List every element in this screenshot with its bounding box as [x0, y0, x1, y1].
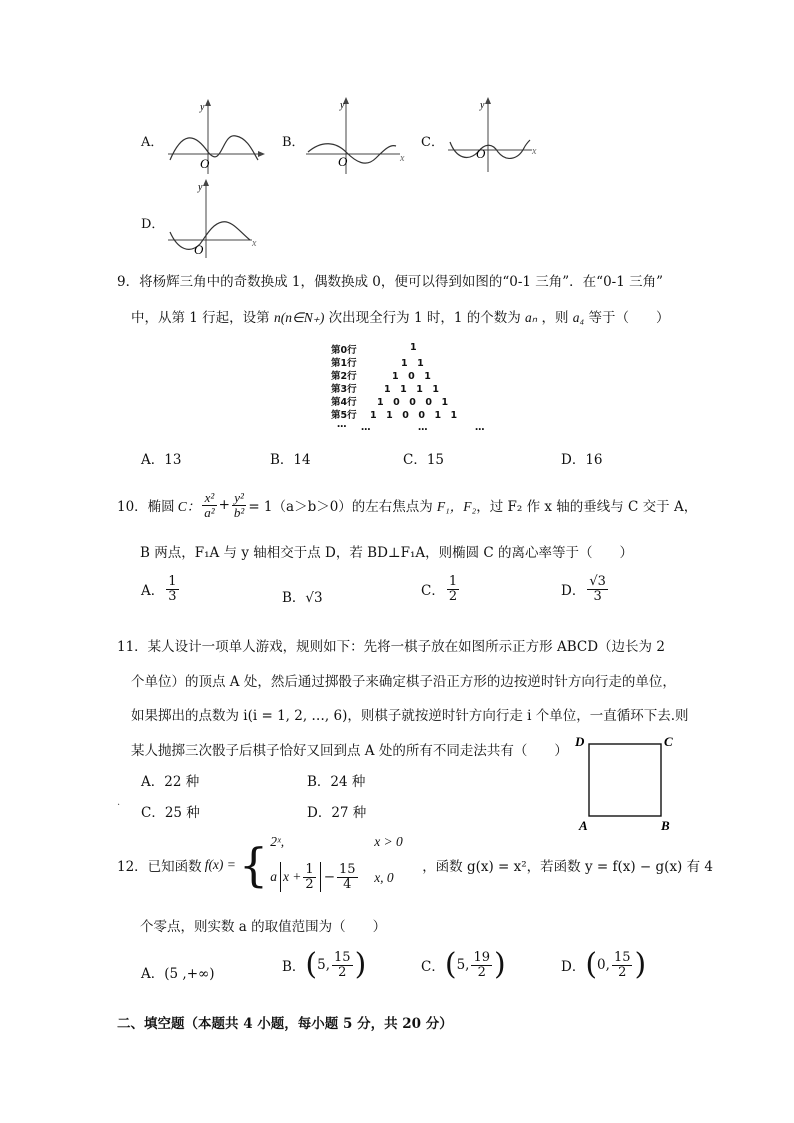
plus-sign: + — [218, 497, 230, 513]
q9-line2-a4: a₄ — [572, 310, 585, 325]
q11-choice-d[interactable]: D．27 种 — [307, 805, 367, 821]
numerator: 1 — [305, 861, 314, 877]
vertex-c-label: C — [664, 734, 673, 749]
x-axis-label: x — [252, 238, 257, 249]
q9-choice-c[interactable]: C．15 — [403, 452, 445, 468]
triangle-row-label: 第4行 — [331, 397, 357, 408]
q9-line2-c: ，则 — [541, 310, 569, 326]
q10-rest2: ，过 F₂ 作 x 轴的垂线与 C 交于 A， — [476, 499, 698, 515]
y-axis-label: y — [200, 102, 205, 113]
choice-label: D． — [561, 583, 586, 600]
q9-choice-a[interactable]: A．13 — [141, 452, 182, 468]
q12-choice-d[interactable] — [561, 947, 647, 982]
open-paren: ( — [305, 947, 318, 982]
graph-option-c — [446, 96, 546, 176]
q10-line1 — [117, 483, 697, 527]
open-paren: ( — [585, 947, 598, 982]
x-axis-label: x — [532, 146, 537, 157]
q11-line3: 如果掷出的点数为 i(i = 1, 2, …, 6)，则棋子就按逆时针方向行走 i 个单位，一直循环下去.则 — [131, 708, 689, 724]
triangle-row-label: 第0行 — [331, 345, 357, 356]
q12-choice-a[interactable] — [141, 962, 215, 982]
triangle-row-values: 1 1 — [401, 358, 424, 369]
denominator: a² — [204, 504, 215, 520]
triangle-row-values: 1 1 1 1 — [384, 384, 439, 395]
fraction — [471, 951, 492, 979]
option-d-label: D． — [141, 217, 165, 232]
y-axis-label: y — [340, 100, 345, 111]
q10-choice-a[interactable] — [141, 575, 181, 603]
q9-choice-d[interactable]: D．16 — [561, 452, 603, 468]
interval-left: 5, — [456, 957, 470, 973]
choice-value: √3 — [305, 590, 323, 606]
q12-choice-c[interactable] — [421, 947, 506, 982]
triangle-row-label: … — [337, 419, 347, 430]
q9-line1: 9．将杨辉三角中的奇数换成 1，偶数换成 0，便可以得到如图的“0-1 三角”．在“0-1 三角” — [117, 274, 664, 290]
origin-label: O — [338, 154, 348, 169]
fraction — [612, 951, 633, 979]
q12-line2: 个零点，则实数 a 的取值范围为（ ） — [140, 919, 387, 935]
x-axis-label: x — [400, 153, 405, 164]
fraction-x2-a2 — [202, 491, 216, 519]
y-axis-label: y — [198, 182, 203, 193]
square-abcd — [589, 744, 661, 816]
q10-rest1: = 1（a＞b＞0）的左右焦点为 — [248, 499, 433, 515]
curve — [170, 222, 250, 250]
numerator: 19 — [473, 949, 490, 965]
denominator: 3 — [593, 588, 602, 604]
curve — [308, 144, 396, 163]
vertex-a-label: A — [579, 818, 588, 833]
q10-prefix: 10．椭圆 — [117, 499, 175, 515]
x-axis-arrow-icon — [258, 151, 265, 157]
fraction — [447, 575, 459, 603]
interval-left: 0, — [597, 957, 610, 973]
square-abcd-figure — [570, 730, 680, 836]
curve — [450, 140, 530, 158]
triangle-row-label: 第3行 — [331, 384, 357, 395]
denominator: 2 — [305, 876, 314, 892]
q10-line2: B 两点，F₁A 与 y 轴相交于点 D，若 BD⊥F₁A，则椭圆 C 的离心率等于（ ） — [140, 545, 634, 561]
absolute-value — [280, 862, 321, 892]
q10-foci: F₁，F₂ — [436, 499, 477, 514]
choice-label: A． — [141, 966, 165, 982]
graph-option-a — [166, 98, 266, 178]
q12-mid: ，函数 g(x) = x²，若函数 y = f(x) − g(x) 有 4 — [422, 859, 713, 875]
curve — [170, 136, 258, 160]
q11-choice-c[interactable]: C．25 种 — [141, 805, 200, 821]
triangle-row-values: 1 1 0 0 1 1 — [370, 410, 458, 421]
y-axis-label: y — [480, 100, 485, 111]
open-paren: ( — [444, 947, 457, 982]
vertex-b-label: B — [661, 818, 670, 833]
q10-choice-c[interactable] — [421, 575, 461, 603]
case2-expr — [270, 862, 359, 892]
numerator: 15 — [613, 949, 631, 965]
brace-icon: { — [238, 838, 269, 892]
denominator: 2 — [618, 964, 627, 980]
triangle-row-values: … … … — [361, 422, 485, 433]
q9-line2-math: n(n∈N₊) — [273, 310, 325, 325]
choice-value: (5 ,+∞) — [164, 966, 215, 982]
q9-line2 — [131, 306, 670, 326]
option-c-label: C． — [421, 135, 444, 150]
abs-inner: x + — [282, 869, 302, 884]
stray-dot: · — [117, 800, 121, 811]
piecewise-cases — [268, 832, 418, 898]
q9-line2-a: 中，从第 1 行起，设第 — [131, 310, 270, 326]
q12-fx: f(x) = — [204, 857, 236, 872]
q12-choice-b[interactable] — [282, 947, 367, 982]
numerator: 1 — [448, 574, 458, 589]
triangle-row-values: 1 0 0 0 1 — [377, 397, 449, 408]
y-axis-arrow-icon — [203, 179, 209, 186]
q12-prefix: 12．已知函数 — [117, 859, 202, 875]
q9-choice-b[interactable]: B．14 — [270, 452, 311, 468]
close-paren: ) — [494, 947, 506, 982]
triangle-row-label: 第1行 — [331, 358, 357, 369]
graph-option-b — [304, 96, 414, 176]
q10-choice-d[interactable] — [561, 575, 610, 603]
q11-choice-a[interactable]: A．22 种 — [141, 774, 200, 790]
choice-label: D． — [561, 959, 586, 975]
choice-label: C． — [421, 583, 445, 600]
option-b-label: B． — [282, 135, 305, 150]
fraction — [587, 575, 608, 603]
y-axis-arrow-icon — [205, 99, 211, 106]
origin-label: O — [200, 156, 210, 171]
denominator: 4 — [343, 876, 352, 892]
choice-label: B． — [282, 590, 306, 606]
q9-line2-d: 等于（ ） — [588, 310, 670, 326]
denominator: 3 — [168, 588, 177, 604]
coefficient-a: a — [270, 869, 277, 884]
choice-label: C． — [421, 959, 445, 975]
choice-label: A． — [141, 583, 165, 600]
close-paren: ) — [634, 947, 647, 982]
denominator: 2 — [477, 964, 486, 980]
q10-choice-b[interactable] — [282, 586, 323, 606]
case2-condition: x, 0 — [374, 870, 394, 885]
denominator: b² — [233, 504, 245, 520]
close-paren: ) — [354, 947, 367, 982]
numerator: √3 — [589, 574, 606, 589]
denominator: 2 — [338, 964, 347, 980]
graph-option-d — [166, 178, 266, 260]
minus-sign: − — [323, 869, 336, 885]
fraction — [337, 863, 358, 891]
case1-condition: x > 0 — [374, 834, 403, 849]
q11-line4: 某人抛掷三次骰子后棋子恰好又回到点 A 处的所有不同走法共有（ ） — [131, 743, 568, 759]
interval-left: 5, — [317, 957, 331, 973]
fraction — [303, 863, 315, 891]
fraction — [166, 575, 178, 603]
triangle-row-values: 1 — [410, 342, 417, 353]
q9-line2-b: 次出现全行为 1 时，1 的个数为 — [328, 310, 521, 326]
origin-label: O — [476, 146, 486, 161]
numerator: 15 — [334, 949, 351, 965]
denominator: 2 — [448, 588, 458, 604]
triangle-row-label: 第5行 — [331, 410, 357, 421]
numerator: y² — [232, 491, 246, 506]
section2-title: 二、填空题（本题共 4 小题，每小题 5 分，共 20 分） — [117, 1016, 453, 1032]
q10-c: C： — [177, 499, 201, 514]
q11-line1: 11．某人设计一项单人游戏，规则如下：先将一棋子放在如图所示正方形 ABCD（边长为 2 — [117, 639, 665, 655]
option-a-label: A． — [141, 135, 164, 150]
case1-expr: 2ˣ, — [270, 834, 285, 849]
triangle-row-values: 1 0 1 — [392, 371, 431, 382]
origin-label: O — [194, 242, 204, 257]
numerator: x² — [202, 491, 216, 506]
q11-choice-b[interactable]: B．24 种 — [307, 774, 366, 790]
numerator: 1 — [168, 574, 177, 589]
fraction — [332, 951, 353, 979]
q11-line2: 个单位）的顶点 A 处，然后通过掷骰子来确定棋子沿正方形的边按逆时针方向行走的单位， — [131, 674, 676, 690]
vertex-d-label: D — [575, 734, 585, 749]
q9-line2-an: aₙ — [525, 310, 538, 325]
y-axis-arrow-icon — [485, 97, 491, 104]
triangle-row-label: 第2行 — [331, 371, 357, 382]
choice-label: B． — [282, 959, 306, 975]
numerator: 15 — [339, 861, 356, 877]
fraction-y2-b2 — [232, 491, 246, 519]
q12-line1 — [117, 832, 713, 898]
